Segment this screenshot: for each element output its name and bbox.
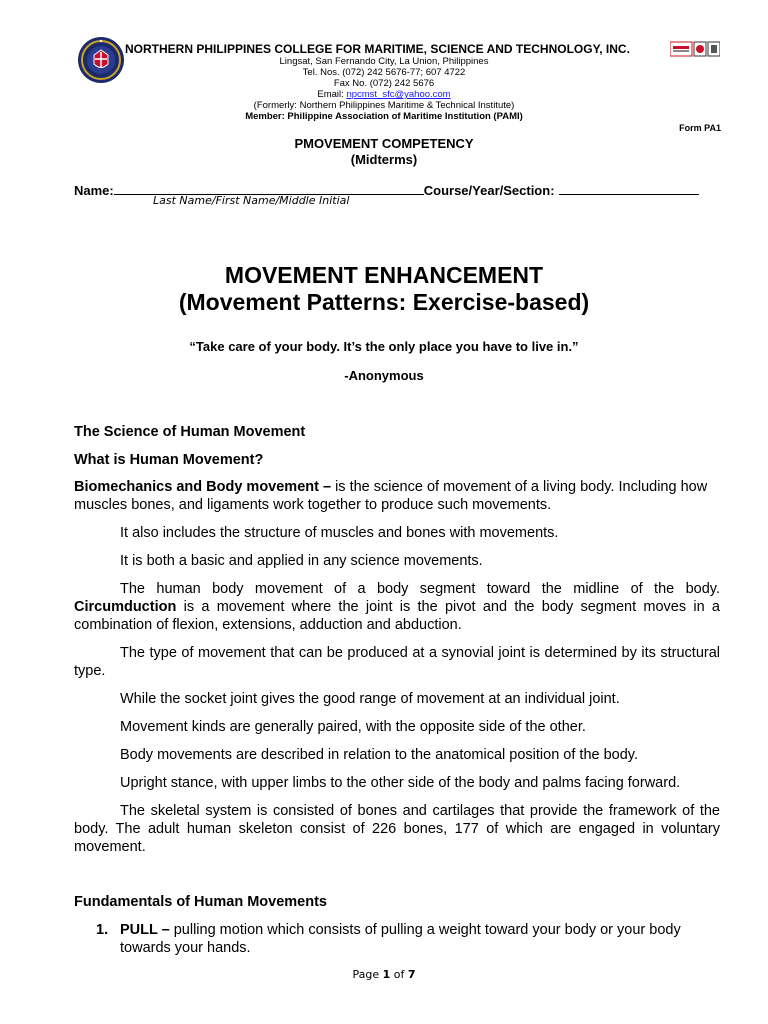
paragraph-basic-applied: It is both a basic and applied in any science movements. [120, 553, 483, 569]
page-total: 7 [407, 968, 416, 981]
list-item-text: pulling motion which consists of pulling a weight toward your body or your body towards your hands. [120, 922, 681, 956]
term-circumduction: Circumduction [74, 599, 177, 615]
paragraph-circumduction [74, 580, 720, 634]
page-footer [0, 968, 768, 981]
paragraph-circumduction-intro: The human body movement of a body segment toward the midline of the body. [120, 581, 720, 597]
list-item-term: PULL – [120, 922, 170, 938]
paragraph-socket-joint: While the socket joint gives the good range of movement at an individual joint. [120, 691, 620, 707]
name-hint: Last Name/First Name/Middle Initial [153, 194, 350, 207]
college-name: NORTHERN PHILIPPINES COLLEGE FOR MARITIME, SCIENCE AND TECHNOLOGY, INC. [125, 42, 630, 56]
section-heading-what-is: What is Human Movement? [74, 452, 264, 468]
paragraph-anatomical: Body movements are described in relation to the anatomical position of the body. [120, 747, 638, 763]
college-formerly: (Formerly: Northern Philippines Maritime & Technical Institute) [253, 100, 515, 111]
paragraph-biomechanics-text: is the science of movement of a living body. Including how muscles bones, and ligaments work together to produce such movements. [74, 479, 708, 513]
email-label: Email: [317, 89, 344, 100]
course-field[interactable] [559, 181, 699, 195]
college-address: Lingsat, San Fernando City, La Union, Philippines [279, 56, 489, 67]
paragraph-paired: Movement kinds are generally paired, with the opposite side of the other. [120, 719, 586, 735]
paragraph-circumduction-text: is a movement where the joint is the pivot and the body segment moves in a combination of flexion, extensions, adduction and abduction. [74, 599, 720, 633]
document-subtitle: (Movement Patterns: Exercise-based) [178, 289, 590, 315]
college-email-line [0, 89, 768, 100]
list-item-number: 1. [96, 922, 109, 938]
paragraph-skeletal: The skeletal system is consisted of bones and cartilages that provide the framework of the body. The adult human skeleton consist of 226 bones, 177 of which are engaged in voluntary movement. [74, 803, 720, 855]
term-heading: (Midterms) [350, 152, 418, 167]
college-telephone: Tel. Nos. (072) 242 5676-77; 607 4722 [302, 67, 466, 78]
section-heading-science: The Science of Human Movement [74, 424, 306, 440]
name-label: Name: [74, 183, 114, 198]
paragraph-upright: Upright stance, with upper limbs to the other side of the body and palms facing forward. [120, 775, 681, 791]
name-field[interactable] [114, 181, 424, 195]
competency-heading: PMOVEMENT COMPETENCY [294, 136, 474, 151]
page-word: Page [352, 968, 380, 981]
email-link[interactable]: npcmst_sfc@yahoo.com [346, 89, 451, 100]
quote-author: -Anonymous [344, 368, 424, 383]
of-word: of [393, 968, 405, 981]
page-number: 1 [382, 968, 391, 981]
term-biomechanics: Biomechanics and Body movement – [74, 479, 332, 495]
college-membership: Member: Philippine Association of Maritime Institution (PAMI) [245, 111, 523, 122]
form-code: Form PA1 [679, 123, 721, 133]
document-title: MOVEMENT ENHANCEMENT [224, 262, 544, 288]
course-label: Course/Year/Section: [423, 183, 555, 198]
college-fax: Fax No. (072) 242 5676 [333, 78, 435, 89]
section-heading-fundamentals: Fundamentals of Human Movements [74, 894, 327, 910]
paragraph-biomechanics [74, 478, 720, 514]
paragraph-structure: It also includes the structure of muscles and bones with movements. [120, 525, 559, 541]
list-item [96, 921, 720, 957]
paragraph-synovial: The type of movement that can be produced at a synovial joint is determined by its structural type. [74, 645, 720, 679]
list-item-body [120, 921, 720, 957]
quote-text: “Take care of your body. It’s the only place you have to live in.” [189, 339, 579, 354]
